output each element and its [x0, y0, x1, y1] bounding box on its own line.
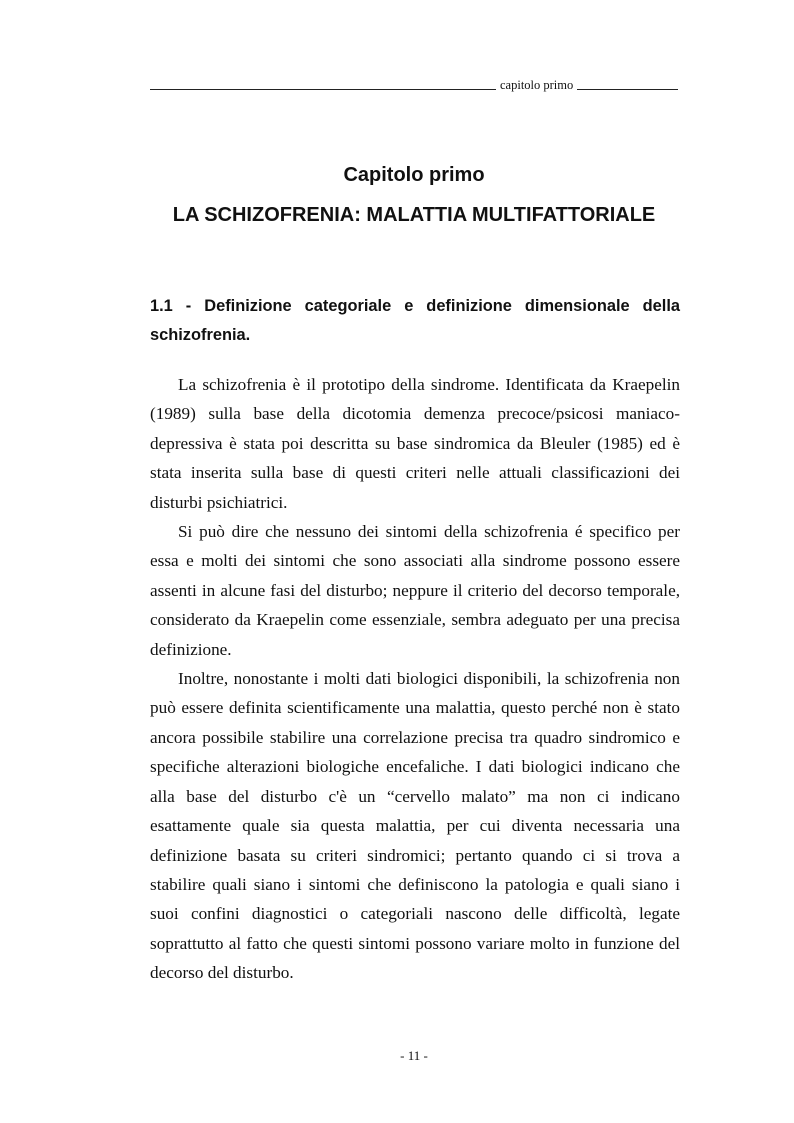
section-heading: 1.1 - Definizione categoriale e definizione dimensionale della schizofrenia.	[150, 297, 680, 344]
body-text	[150, 370, 680, 988]
chapter-label: Capitolo primo	[343, 164, 485, 186]
running-header	[150, 76, 678, 92]
paragraph: Si può dire che nessuno dei sintomi della schizofrenia é specifico per essa e molti dei sintomi che sono associati alla sindrome possono essere assenti in alcune fasi del disturbo; neppure il criterio del decorso temporale, considerato da Kraepelin come essenziale, sembra adeguato per una precisa definizione.	[150, 522, 680, 659]
running-title: capitolo primo	[500, 78, 574, 92]
paragraph: Inoltre, nonostante i molti dati biologici disponibili, la schizofrenia non può essere definita scientificamente una malattia, questo perché non è stato ancora possibile stabilire una correlazione precisa tra quadro sindromico e specifiche alterazioni biologiche encefaliche. I dati biologici indicano che alla base del disturbo c'è un “cervello malato” ma non ci indicano esattamente quale sia questa malattia, per cui diventa necessaria una definizione basata su criteri sindromici; pertanto quando ci si trova a stabilire quali siano i sintomi che definiscono la patologia e quali siano i suoi confini diagnostici o categoriali nascono delle difficoltà, legate soprattutto al fatto che questi sintomi possono variare molto in funzione del decorso del disturbo.	[150, 669, 680, 983]
header-rule-left	[150, 89, 496, 90]
paragraph: La schizofrenia è il prototipo della sindrome. Identificata da Kraepelin (1989) sulla base della dicotomia demenza precoce/psicosi maniaco-depressiva è stata poi descritta su base sindromica da Bleuler (1985) ed è stata inserita sulla base di questi criteri nelle attuali classificazioni dei disturbi psichiatrici.	[150, 375, 680, 512]
header-rule-right	[577, 89, 678, 90]
chapter-title: LA SCHIZOFRENIA: MALATTIA MULTIFATTORIALE	[172, 204, 656, 226]
page-number: - 11 -	[400, 1048, 428, 1063]
